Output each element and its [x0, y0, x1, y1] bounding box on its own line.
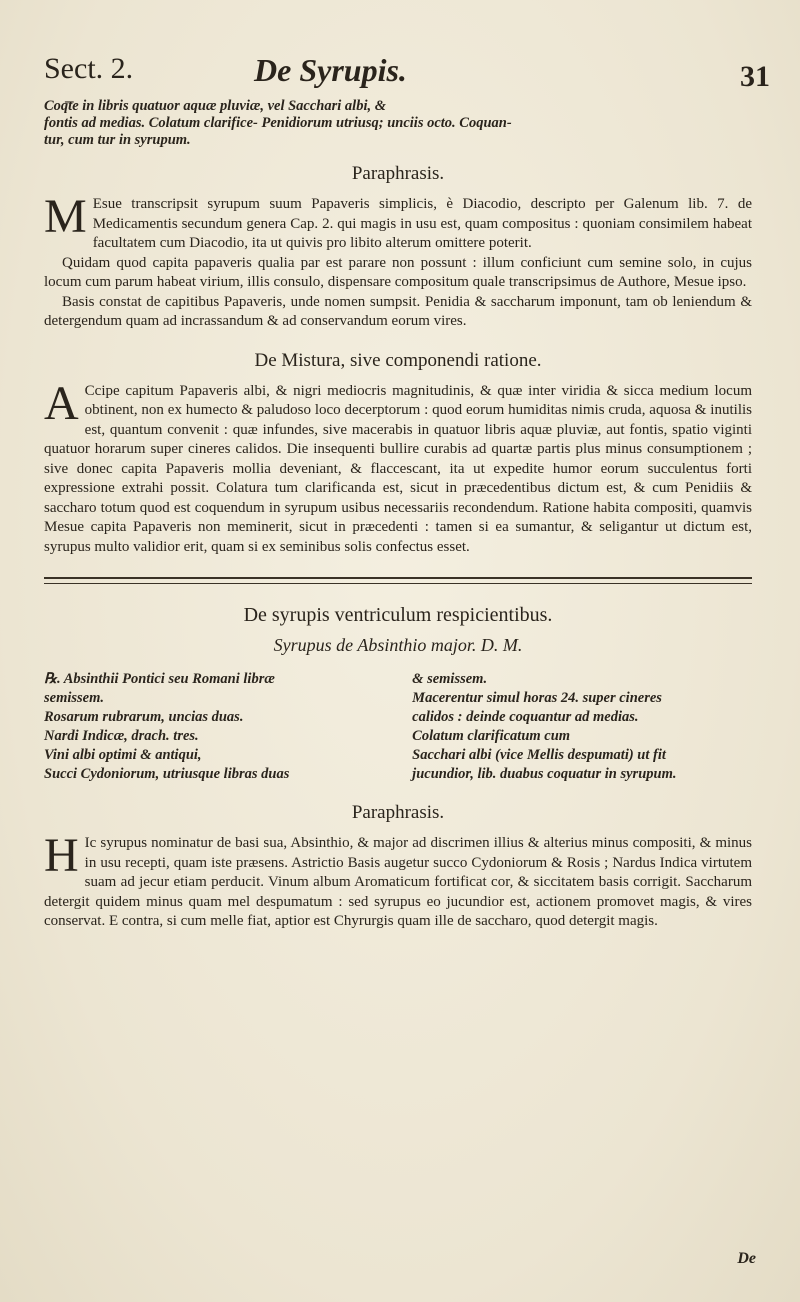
page-number: 31 — [740, 60, 770, 93]
paraphrasis-text — [44, 190, 752, 332]
catchword: De — [737, 1250, 756, 1267]
running-title: De Syrupis. — [254, 52, 407, 88]
paraphrasis-text-2 — [44, 829, 752, 932]
recipe-line: ℞. Absinthii Pontici seu Romani libræ — [44, 671, 275, 687]
recipe-line: Colatum clarificatum cum — [412, 728, 571, 744]
recipe-line: Rosarum rubrarum, uncias duas. — [44, 709, 244, 725]
intro-line: tur, cum tur in syrupum. — [44, 132, 191, 148]
paraphrasis-heading: Paraphrasis. — [351, 163, 445, 184]
recipe-line: Vini albi optimi & antiqui, — [44, 747, 202, 763]
running-header — [44, 52, 770, 98]
intro-recipe-lines — [44, 98, 752, 149]
recipe-line: Macerentur simul horas 24. super cineres — [412, 690, 662, 706]
paraphrasis-heading-2: Paraphrasis. — [351, 802, 445, 823]
recipe-right-column — [412, 670, 752, 784]
recipe-line: semissem. — [44, 690, 105, 706]
paragraph: M Esue transcripsit syrupum suum Papaveris simplicis, è Diacodio, descripto per Galenum lib. 7. de Medicamentis secundum genera Cap. 2. qui magis in usu est, quam compositus : quoniam consimilem habeat facultatem cum Diacodio, ita ut quivis pro libito alterum omittere poterit. — [44, 190, 752, 251]
recipe-title: Syrupus de Absinthio major. D. M. — [273, 635, 523, 655]
intro-line: fontis ad medias. Colatum clarifice- Penidiorum utriusq; unciis octo. Coquan- — [44, 115, 512, 131]
section-label: Sect. 2. — [44, 52, 134, 85]
recipe-line: Sacchari albi (vice Mellis despumati) ut fit — [412, 747, 666, 763]
mixtura-text — [44, 376, 752, 558]
paragraph: H Ic syrupus nominatur de basi sua, Absinthio, & major ad discrimen illius & alterius minus compositi, & minus in usu recepti, quam iste præsens. Astrictio Basis augetur succo Cydoniorum & Rosis ; Nardus Indica virtutem suam ad jecur etiam perducit. Vinum album Aromaticum fortificat cor, & siccitatem basis corrigit. Saccharum detergit quidem minus quam mel despumatum : sed syrupus eo jucundior est, actionem promovet magis, & vires conservat. E contra, si cum melle fiat, aptior est Chyrurgis quam ille de saccharo, quod detergit magis. — [44, 829, 752, 929]
paragraph: Quidam quod capita papaveris qualia par est parare non possunt : illum conficiunt cum semine solo, in cujus locum cum parum habeat virium, illis consulo, dispensare compositum quale transcripsimus de Authore, Mesue ipso. — [44, 254, 752, 290]
drop-cap: M — [44, 190, 87, 243]
mixtura-heading: De Mistura, sive componendi ratione. — [254, 349, 542, 371]
intro-line: Coq͞te in libris quatuor aquæ pluviæ, vel Sacchari albi, & — [44, 98, 386, 114]
recipe-line: Succi Cydoniorum, utriusque libras duas — [44, 766, 290, 782]
drop-cap: A — [44, 376, 79, 430]
ventriculum-heading: De syrupis ventriculum respicientibus. — [243, 604, 553, 626]
recipe-left-column — [44, 670, 384, 784]
recipe-line: & semissem. — [412, 671, 488, 687]
recipe-line: Nardi Indicæ, drach. tres. — [44, 728, 199, 744]
paragraph: A Ccipe capitum Papaveris albi, & nigri mediocris magnitudinis, & quæ inter viridia & sicca medium locum obtinent, non ex humecto & paludoso loco decerptorum : quod eorum humiditas nimis cruda, aquosa & inutilis est, quantum convenit : quæ infundes, sive macerabis in quatuor libris aquæ pluviæ, aut fontis, spatio viginti quatuor horarum super cineres calidos. Die insequenti bullire curabis ad quartæ partis plus minus consumptionem ; sive donec capita Papaveris mollia deveniant, & flaccescant, ita ut expedite humor eorum succulentus forti expressione extrahi possit. Colatura tum clarificanda est, sicut in præcedentibus dictum est, & cum Penidiis & saccharo totum quod est coquendum in syrupum usibus necessariis recondendum. Ratione habita compositi, quamvis Mesue capita Papaveris non meminerit, sicut in præcedenti : tamen si ea sumantur, & seligantur ut dictum est, syrupus multo validior erit, quam si ex seminibus solis confectus esset. — [44, 376, 752, 555]
recipe-line: jucundior, lib. duabus coquatur in syrupum. — [412, 766, 677, 782]
recipe-line: calidos : deinde coquantur ad medias. — [412, 709, 639, 725]
paragraph: Basis constat de capitibus Papaveris, unde nomen sumpsit. Penidia & saccharum imponunt, tam ob leniendum & detergendum quam ad incrassandum & ad conservandum eorum vires. — [44, 293, 752, 329]
recipe-ingredients — [44, 670, 752, 784]
drop-cap: H — [44, 829, 79, 882]
section-divider — [44, 577, 752, 584]
